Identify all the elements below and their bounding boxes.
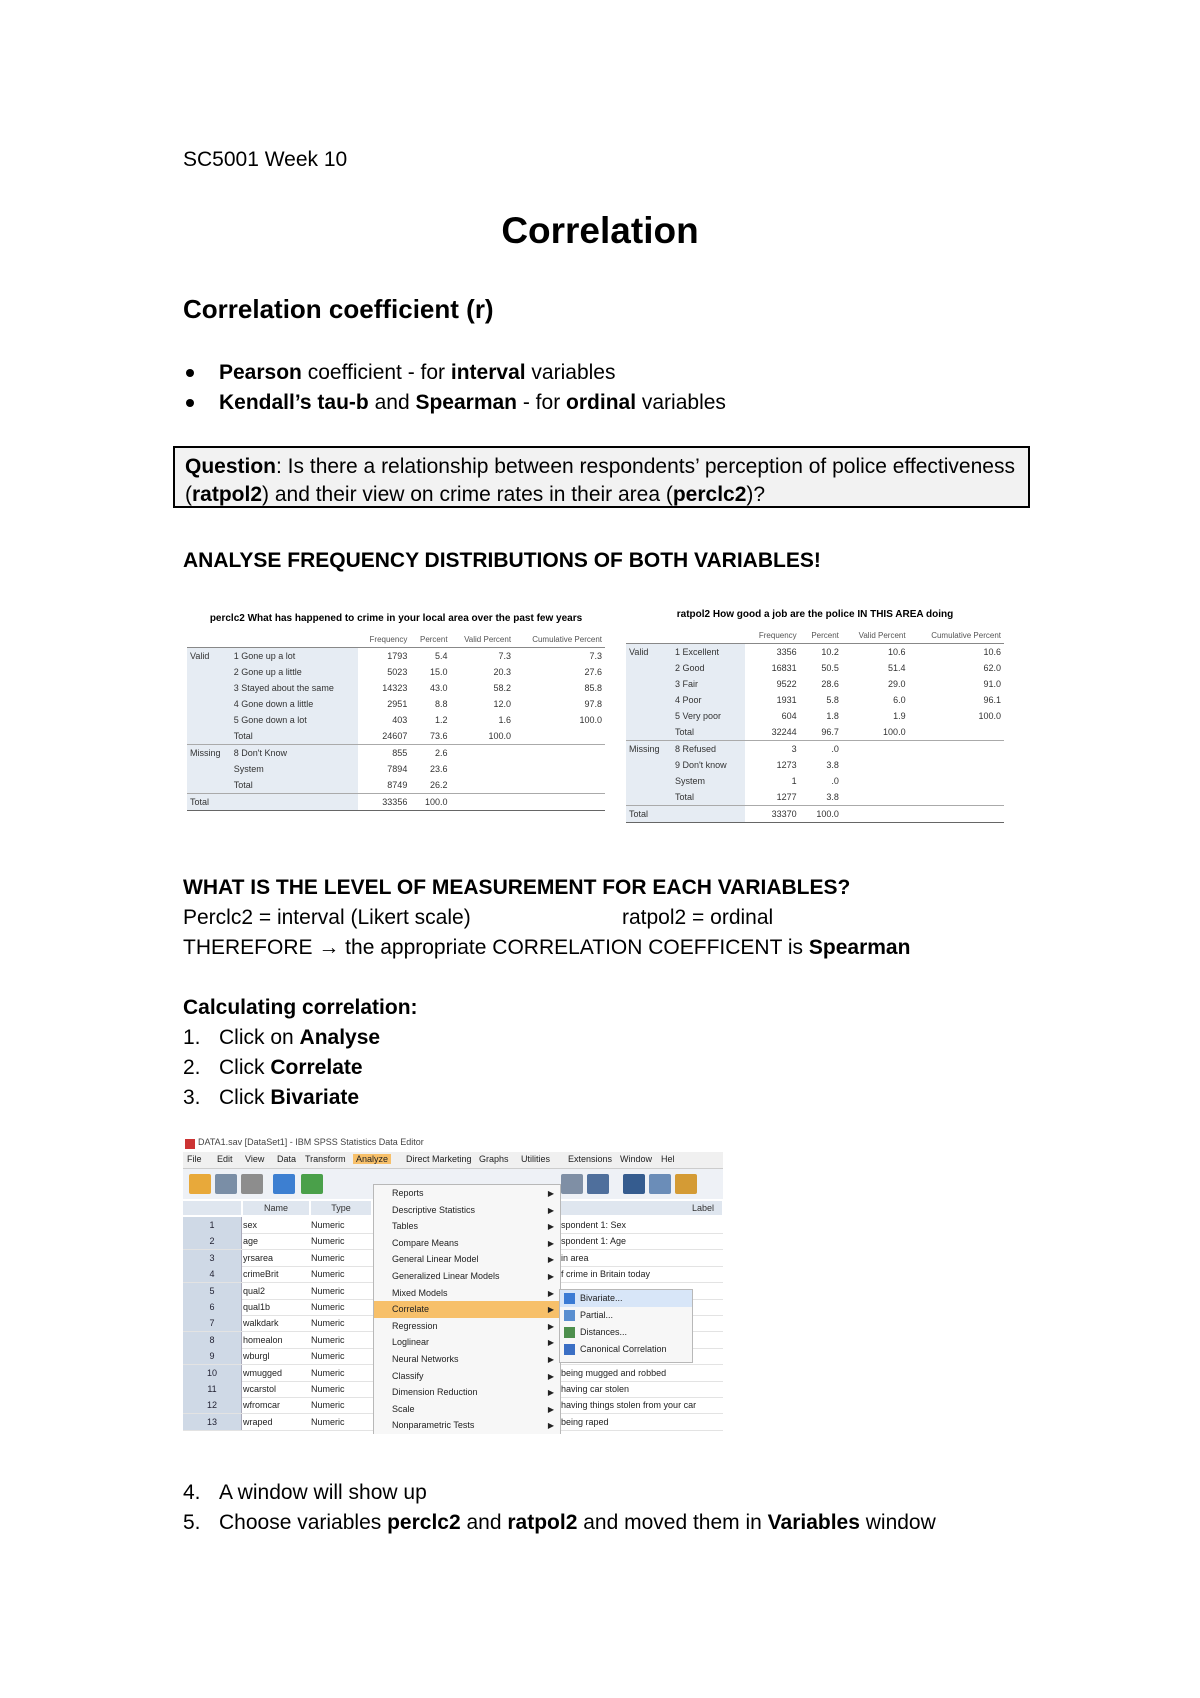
table-cell: 4 Gone down a little: [231, 696, 358, 712]
table-cell: [514, 745, 605, 762]
column-header: [672, 627, 745, 644]
table-cell[interactable]: f crime in Britain today: [561, 1269, 651, 1280]
menu-extensions[interactable]: Extensions: [568, 1154, 613, 1164]
table-cell: 3 Stayed about the same: [231, 680, 358, 696]
table-cell: 3.8: [826, 792, 839, 802]
submenu-arrow-icon: ▶: [547, 1404, 554, 1414]
table-cell: .0: [800, 741, 842, 758]
menu-item-dimension-reduction[interactable]: Dimension Reduction ▶: [374, 1384, 560, 1401]
table-cell: 1 Excellent: [672, 644, 745, 661]
column-header: Valid Percent: [842, 627, 909, 644]
table-cell: 5.4: [435, 651, 448, 661]
submenu-item-canonical-correlation[interactable]: Canonical Correlation: [560, 1341, 692, 1358]
analyze-menu: [373, 1184, 561, 1434]
table-row: [626, 676, 1004, 692]
table-cell: Total: [672, 724, 745, 741]
table-cell: 50.5: [821, 663, 839, 673]
open-icon[interactable]: [189, 1174, 211, 1194]
column-header: Frequency: [358, 631, 410, 648]
correlation-icon: [564, 1310, 575, 1321]
table-cell: 1.6: [498, 715, 512, 725]
table-cell: Total: [231, 777, 358, 794]
table-cell: [626, 757, 672, 773]
table-cell[interactable]: having things stolen from your car: [561, 1400, 697, 1411]
table-cell[interactable]: Numeric: [311, 1367, 345, 1378]
table-row: [626, 724, 1004, 741]
table-cell: Missing: [626, 741, 672, 758]
table-cell: 100.0: [488, 731, 512, 741]
table-cell: [842, 773, 909, 789]
table-cell: 32244: [771, 727, 797, 737]
table-cell[interactable]: qual2: [243, 1285, 266, 1296]
window-title: DATA1.sav [DataSet1] - IBM SPSS Statistics Data Editor: [183, 1137, 723, 1151]
column-header: Valid Percent: [451, 631, 515, 648]
table-cell[interactable]: yrsarea: [243, 1252, 274, 1263]
row-number[interactable]: 2: [183, 1233, 242, 1249]
arrow-icon: →: [318, 936, 340, 959]
table-cell[interactable]: wfromcar: [243, 1400, 281, 1411]
table-cell: System: [672, 773, 745, 789]
table-cell: 33356: [358, 794, 410, 811]
menu-utilities[interactable]: Utilities: [521, 1154, 551, 1164]
calc-heading: Calculating correlation:: [183, 996, 418, 1019]
menu-edit[interactable]: Edit: [217, 1154, 233, 1164]
table-title: ratpol2 How good a job are the police IN THIS AREA doing: [676, 608, 954, 620]
table-cell: 1931: [776, 695, 797, 705]
table-row: [187, 761, 605, 777]
menu-item-reports[interactable]: Reports ▶: [374, 1185, 560, 1202]
table-cell: Total: [231, 728, 358, 745]
table-row: [187, 728, 605, 745]
submenu-arrow-icon: ▶: [547, 1189, 554, 1198]
menu-item-correlate[interactable]: Correlate ▶: [374, 1301, 560, 1318]
undo-icon[interactable]: [301, 1174, 323, 1194]
table-row: [626, 741, 1004, 758]
step-item: 1. Click on Analyse: [183, 1026, 381, 1049]
submenu-arrow-icon: ▶: [547, 1255, 554, 1265]
table-cell: 5 Very poor: [672, 708, 745, 724]
table-cell: Valid: [187, 648, 231, 665]
column-header: [626, 627, 672, 644]
table-cell: 3: [745, 741, 800, 758]
row-number[interactable]: 13: [183, 1414, 242, 1430]
table-cell: [842, 806, 909, 823]
menu-item-neural-networks[interactable]: Neural Networks ▶: [374, 1351, 560, 1368]
column-header: Percent: [800, 627, 842, 644]
table-cell: 20.3: [493, 667, 512, 677]
table-cell: 29.0: [888, 679, 906, 689]
table-cell: 1: [791, 776, 797, 786]
table-row: [626, 806, 1004, 823]
submenu-arrow-icon: ▶: [547, 1272, 554, 1281]
table-cell: [626, 773, 672, 789]
table-cell[interactable]: sex: [243, 1220, 258, 1230]
table-cell: [451, 761, 515, 777]
table-cell: 6.0: [893, 695, 906, 705]
table-cell[interactable]: Numeric: [311, 1220, 345, 1230]
step-item: 4. A window will show up: [183, 1481, 427, 1504]
menu-item-regression[interactable]: Regression ▶: [374, 1318, 560, 1335]
table-cell: 403: [392, 715, 408, 725]
table-cell: 96.7: [821, 727, 839, 737]
table-cell: [909, 806, 1004, 823]
step-item: 5. Choose variables perclc2 and ratpol2 and moved them in Variables window: [183, 1511, 936, 1534]
table-cell: [626, 676, 672, 692]
print-icon[interactable]: [241, 1174, 263, 1194]
menu-item-scale[interactable]: Scale ▶: [374, 1401, 560, 1418]
table-cell[interactable]: walkdark: [243, 1318, 279, 1329]
table-cell[interactable]: wraped: [243, 1416, 273, 1427]
table-cell[interactable]: wmugged: [243, 1367, 283, 1378]
table-cell: 7.3: [589, 651, 602, 661]
menu-graphs[interactable]: Graphs: [479, 1154, 509, 1164]
table-cell: System: [231, 761, 358, 777]
table-cell: 2 Good: [672, 660, 745, 676]
table-cell: [909, 724, 1004, 741]
row-number[interactable]: 4: [183, 1266, 242, 1282]
table-cell: 12.0: [493, 699, 512, 709]
table-cell: 4 Poor: [672, 692, 745, 708]
menu-item-general-linear-model[interactable]: General Linear Model ▶: [374, 1251, 560, 1268]
table-cell: 24607: [382, 731, 408, 741]
table-cell[interactable]: spondent 1: Sex: [561, 1220, 627, 1230]
table-cell: Total: [187, 794, 231, 811]
correlate-submenu: [559, 1289, 693, 1363]
table-cell: 43.0: [430, 683, 448, 693]
course-code: SC5001 Week 10: [183, 148, 348, 171]
table-cell[interactable]: Numeric: [311, 1252, 345, 1263]
menu-item-mixed-models[interactable]: Mixed Models ▶: [374, 1285, 560, 1302]
weight-icon[interactable]: [649, 1174, 671, 1194]
table-cell: 2.6: [410, 745, 450, 762]
table-cell: 1.9: [893, 711, 906, 721]
list-item: Pearson coefficient - for interval variables: [183, 358, 726, 388]
column-header: [231, 631, 358, 648]
table-row: [626, 660, 1004, 676]
table-cell: [514, 794, 605, 811]
table-cell: Valid: [626, 644, 672, 661]
menu-hel[interactable]: Hel: [661, 1154, 675, 1164]
table-cell: .0: [831, 776, 839, 786]
table-cell: 1 Gone up a lot: [231, 648, 358, 665]
menu-direct-marketing[interactable]: Direct Marketing: [406, 1154, 472, 1164]
row-number[interactable]: 10: [183, 1365, 242, 1381]
table-cell: 62.0: [983, 663, 1001, 673]
table-cell[interactable]: Numeric: [311, 1351, 345, 1362]
table-cell: [514, 777, 605, 794]
row-number[interactable]: 12: [183, 1397, 242, 1413]
table-cell[interactable]: age: [243, 1236, 259, 1247]
table-row: [187, 696, 605, 712]
table-cell: [187, 777, 231, 794]
table-row: [626, 757, 1004, 773]
table-cell: [451, 745, 515, 762]
table-cell: [451, 777, 515, 794]
submenu-arrow-icon: ▶: [547, 1338, 554, 1348]
table-cell: 2 Gone up a little: [231, 664, 358, 680]
table-cell: 1277: [776, 792, 797, 802]
table-cell: [514, 761, 605, 777]
table-cell: 26.2: [430, 780, 448, 790]
table-cell: 8 Don't Know: [231, 745, 358, 762]
table-cell: 14323: [382, 683, 408, 693]
table-cell: 3 Fair: [672, 676, 745, 692]
table-cell: 5.8: [826, 695, 839, 705]
table-cell: 10.6: [983, 647, 1001, 657]
table-cell: 1793: [387, 651, 408, 661]
table-cell: 100.0: [800, 806, 842, 823]
submenu-arrow-icon: ▶: [547, 1388, 554, 1398]
table-cell: [187, 728, 231, 745]
menu-item-generalized-linear-models[interactable]: Generalized Linear Models ▶: [374, 1268, 560, 1285]
table-cell: [842, 741, 909, 758]
chart-icon[interactable]: [561, 1174, 583, 1194]
submenu-arrow-icon: ▶: [547, 1238, 554, 1248]
list-item: Kendall’s tau-b and Spearman - for ordinal variables: [183, 388, 726, 418]
table-cell[interactable]: wburgl: [243, 1351, 270, 1362]
submenu-item-distances[interactable]: Distances...: [560, 1324, 692, 1341]
app-icon: [185, 1139, 195, 1149]
table-cell: 100.0: [978, 711, 1001, 721]
menu-item-descriptive-statistics[interactable]: Descriptive Statistics ▶: [374, 1202, 560, 1219]
table-cell[interactable]: being mugged and robbed: [561, 1367, 667, 1378]
table-cell[interactable]: Numeric: [311, 1334, 345, 1345]
table-cell: 3356: [776, 647, 797, 657]
submenu-arrow-icon: ▶: [547, 1205, 554, 1215]
table-cell: [514, 728, 605, 745]
table-cell: 8 Refused: [672, 741, 745, 758]
table-cell: 100.0: [579, 715, 602, 725]
table-cell: Missing: [187, 745, 231, 762]
perclc2-frequency-table: [187, 605, 605, 811]
row-number[interactable]: 9: [183, 1348, 242, 1364]
table-cell: 10.2: [821, 647, 839, 657]
table-cell[interactable]: being raped: [561, 1416, 609, 1427]
table-cell[interactable]: wcarstol: [243, 1384, 277, 1394]
menu-item-nonparametric-tests[interactable]: Nonparametric Tests ▶: [374, 1417, 560, 1434]
table-cell: 7894: [387, 764, 408, 774]
row-number[interactable]: 8: [183, 1332, 242, 1348]
column-header-name[interactable]: Name: [243, 1201, 310, 1215]
table-row: [626, 773, 1004, 789]
table-cell: 33370: [745, 806, 800, 823]
table-cell: [842, 789, 909, 806]
table-cell[interactable]: qual1b: [243, 1302, 271, 1312]
menu-view[interactable]: View: [245, 1154, 265, 1164]
table-cell: [842, 757, 909, 773]
table-cell: 96.1: [983, 695, 1001, 705]
table-cell: 604: [781, 711, 797, 721]
menu-item-classify[interactable]: Classify ▶: [374, 1368, 560, 1385]
submenu-item-partial[interactable]: Partial...: [560, 1307, 692, 1324]
table-cell: 28.6: [821, 679, 839, 689]
table-cell: 73.6: [430, 731, 448, 741]
submenu-arrow-icon: ▶: [547, 1305, 554, 1315]
menu-file[interactable]: File: [187, 1154, 202, 1164]
table-cell: [187, 664, 231, 680]
table-cell: [626, 708, 672, 724]
table-cell[interactable]: having car stolen: [561, 1384, 630, 1394]
row-number[interactable]: 3: [183, 1250, 242, 1266]
menu-item-compare-means[interactable]: Compare Means ▶: [374, 1235, 560, 1252]
table-row: [626, 644, 1004, 661]
table-cell: 5023: [387, 667, 408, 677]
table-cell[interactable]: Numeric: [311, 1269, 345, 1280]
correlation-icon: [564, 1293, 575, 1304]
measure-heading: WHAT IS THE LEVEL OF MEASUREMENT FOR EACH VARIABLES?: [183, 876, 851, 899]
table-cell[interactable]: crimeBrit: [243, 1269, 279, 1280]
table-cell: 8.8: [435, 699, 448, 709]
table-cell[interactable]: homealon: [243, 1334, 283, 1345]
table-cell: 23.6: [430, 764, 448, 774]
menu-data[interactable]: Data: [277, 1154, 297, 1164]
table-cell[interactable]: Numeric: [311, 1318, 345, 1329]
table-row: [187, 712, 605, 728]
table-row: [187, 664, 605, 680]
menu-transform[interactable]: Transform: [305, 1154, 346, 1164]
submenu-item-bivariate[interactable]: Bivariate...: [560, 1290, 692, 1307]
table-cell: 3.8: [826, 760, 839, 770]
submenu-arrow-icon: ▶: [547, 1421, 554, 1431]
row-number[interactable]: 5: [183, 1283, 242, 1299]
table-cell[interactable]: Numeric: [311, 1302, 345, 1312]
step-item: 2. Click Correlate: [183, 1056, 363, 1079]
table-cell: 85.8: [584, 683, 602, 693]
table-row: [187, 745, 605, 762]
table-cell: 8749: [387, 780, 408, 790]
column-header: Percent: [410, 631, 450, 648]
table-cell: 7.3: [498, 651, 512, 661]
table-cell: [451, 794, 515, 811]
table-cell: 5 Gone down a lot: [231, 712, 358, 728]
table-cell[interactable]: Numeric: [311, 1285, 345, 1296]
ratpol2-frequency-table: [626, 601, 1004, 823]
row-number[interactable]: 7: [183, 1315, 242, 1331]
table-cell: 58.2: [493, 683, 512, 693]
table-cell[interactable]: Numeric: [311, 1416, 345, 1427]
table-cell: [909, 773, 1004, 789]
table-cell: 1.8: [826, 711, 839, 721]
column-header-label[interactable]: Label: [561, 1201, 723, 1215]
table-cell: [187, 696, 231, 712]
section-heading: Correlation coefficient (r): [183, 294, 494, 324]
table-cell: 51.4: [888, 663, 906, 673]
table-row: [626, 708, 1004, 724]
table-cell: [231, 794, 358, 811]
row-number[interactable]: 1: [183, 1217, 242, 1233]
menu-analyze[interactable]: Analyze: [353, 1154, 391, 1164]
coefficient-list: [183, 358, 726, 418]
therefore-line: THEREFORE → the appropriate CORRELATION COEFFICENT is Spearman: [183, 936, 911, 959]
save-icon[interactable]: [215, 1174, 237, 1194]
table-cell: 27.6: [584, 667, 602, 677]
measure-ratpol2: ratpol2 = ordinal: [622, 906, 774, 929]
menu-bar: [183, 1152, 723, 1169]
column-header: Cumulative Percent: [909, 627, 1004, 644]
submenu-arrow-icon: ▶: [547, 1288, 554, 1298]
column-header: [187, 631, 231, 648]
table-cell: 1273: [776, 760, 797, 770]
table-title: perclc2 What has happened to crime in your local area over the past few years: [209, 612, 583, 624]
table-cell: [187, 712, 231, 728]
table-cell: 855: [358, 745, 410, 762]
table-cell: [626, 692, 672, 708]
find-icon[interactable]: [587, 1174, 609, 1194]
table-row: [187, 777, 605, 794]
row-number[interactable]: 11: [183, 1381, 242, 1397]
row-number[interactable]: 6: [183, 1299, 242, 1315]
page-title: Correlation: [501, 210, 699, 251]
table-cell: 97.8: [584, 699, 602, 709]
table-cell[interactable]: in area: [561, 1252, 589, 1263]
submenu-arrow-icon: ▶: [547, 1321, 554, 1331]
table-cell[interactable]: Numeric: [311, 1384, 345, 1394]
table-cell[interactable]: spondent 1: Age: [561, 1236, 627, 1247]
table-cell: 91.0: [983, 679, 1001, 689]
table-cell: [909, 757, 1004, 773]
table-cell: 9522: [776, 679, 797, 689]
table-cell: [909, 741, 1004, 758]
table-row: [187, 680, 605, 696]
menu-window[interactable]: Window: [620, 1154, 653, 1164]
correlation-icon: [564, 1344, 575, 1355]
table-row: [626, 789, 1004, 806]
split-icon[interactable]: [623, 1174, 645, 1194]
table-cell: [626, 660, 672, 676]
question-box: Question: Is there a relationship between respondents’ perception of police effectiveness (ratpol2) and their view on crime rates in their area (perclc2)?: [173, 446, 1030, 508]
table-cell: 16831: [771, 663, 797, 673]
analyse-heading: ANALYSE FREQUENCY DISTRIBUTIONS OF BOTH VARIABLES!: [183, 549, 821, 572]
table-cell: Total: [626, 806, 672, 823]
table-cell: 15.0: [430, 667, 448, 677]
table-cell: 100.0: [883, 727, 906, 737]
table-cell[interactable]: Numeric: [311, 1236, 345, 1247]
menu-item-loglinear[interactable]: Loglinear ▶: [374, 1334, 560, 1351]
submenu-arrow-icon: ▶: [547, 1355, 554, 1364]
table-cell: [626, 724, 672, 741]
menu-item-tables[interactable]: Tables ▶: [374, 1218, 560, 1235]
submenu-arrow-icon: ▶: [547, 1222, 554, 1232]
submenu-arrow-icon: ▶: [547, 1371, 554, 1381]
table-row: [187, 648, 605, 665]
table-cell: [187, 761, 231, 777]
table-cell: [187, 680, 231, 696]
table-cell: 2951: [387, 699, 408, 709]
table-cell: [672, 806, 745, 823]
measure-perclc2: Perclc2 = interval (Likert scale): [183, 906, 471, 929]
column-header-type[interactable]: Type: [311, 1201, 372, 1215]
step-item: 3. Click Bivariate: [183, 1086, 360, 1109]
table-cell: 1.2: [435, 715, 448, 725]
table-cell: 100.0: [410, 794, 450, 811]
spss-screenshot: [183, 1137, 723, 1434]
column-header: Cumulative Percent: [514, 631, 605, 648]
select-icon[interactable]: [675, 1174, 697, 1194]
table-cell: 10.6: [888, 647, 906, 657]
table-cell: Total: [672, 789, 745, 806]
dialog-recall-icon[interactable]: [273, 1174, 295, 1194]
table-cell: 9 Don't know: [672, 757, 745, 773]
column-header: Frequency: [745, 627, 800, 644]
table-row: [187, 794, 605, 811]
correlation-icon: [564, 1327, 575, 1338]
table-row: [626, 692, 1004, 708]
table-cell: [626, 789, 672, 806]
table-cell: [909, 789, 1004, 806]
table-cell[interactable]: Numeric: [311, 1400, 345, 1411]
